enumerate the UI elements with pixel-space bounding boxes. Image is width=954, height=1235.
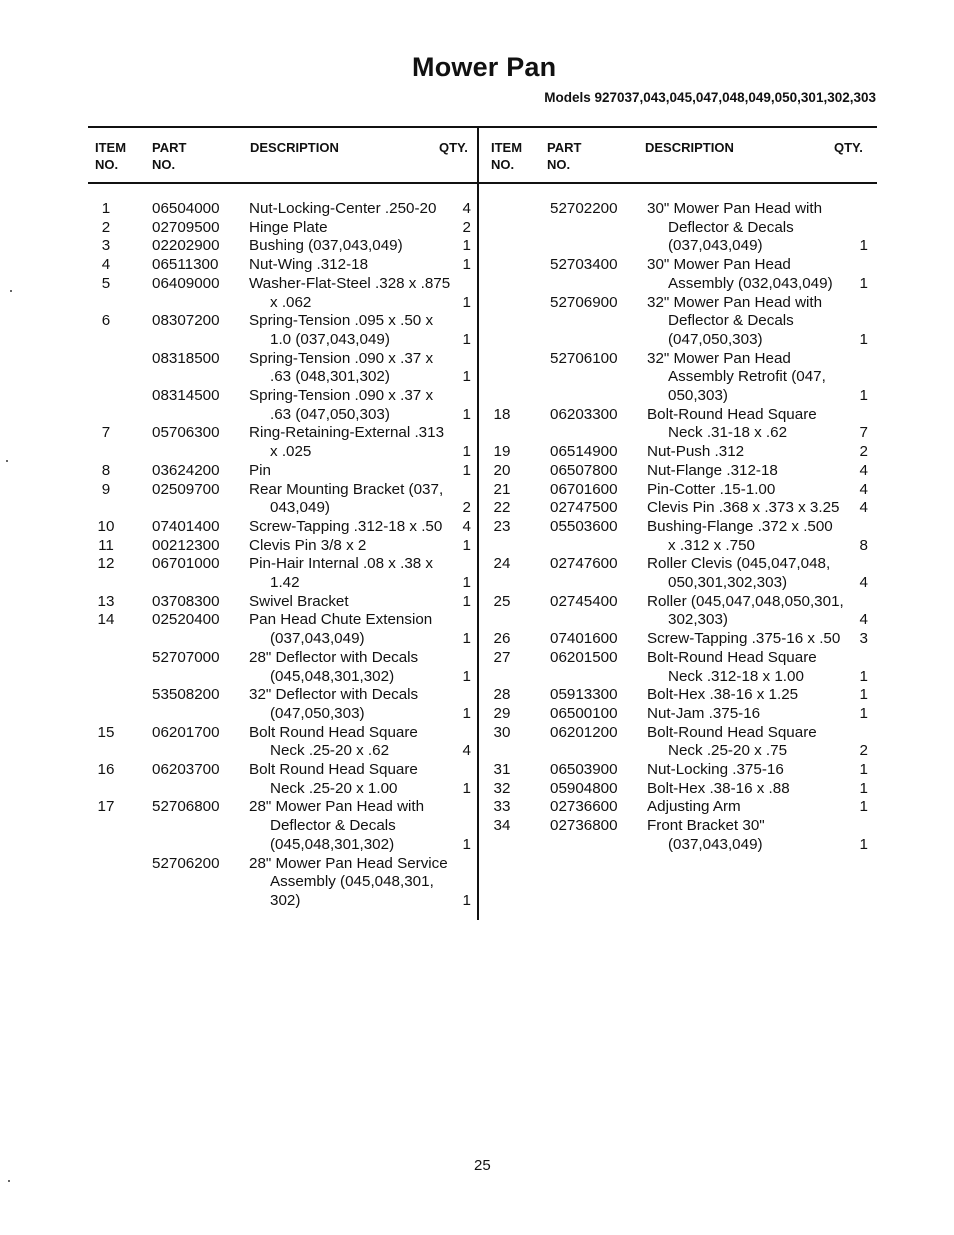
- description: Clevis Pin .368 x .373 x 3.25: [647, 499, 840, 517]
- item-no: 15: [97, 723, 115, 741]
- description: 32" Mower Pan Head: [647, 349, 791, 367]
- description: Neck .25-20 x .75: [668, 742, 788, 760]
- quantity: 1: [462, 443, 471, 461]
- description: (047,050,303): [270, 704, 365, 722]
- description: 28" Mower Pan Head Service: [249, 854, 448, 872]
- description: 28" Mower Pan Head with: [249, 798, 425, 816]
- description: (047,050,303): [668, 330, 763, 348]
- quantity: 1: [462, 293, 471, 311]
- item-no: 23: [493, 517, 511, 535]
- description: x .062: [270, 293, 312, 311]
- table-top-rule: [88, 126, 877, 128]
- quantity: 1: [462, 835, 471, 853]
- description: Front Bracket 30": [647, 817, 765, 835]
- description: 30" Mower Pan Head with: [647, 200, 823, 217]
- item-no: 30: [493, 723, 511, 741]
- column-divider: [477, 128, 479, 920]
- item-no: 2: [101, 218, 111, 236]
- part-no: 03624200: [152, 461, 220, 479]
- quantity: 4: [859, 480, 868, 498]
- description: Bushing-Flange .372 x .500: [647, 517, 833, 535]
- description: Neck .312-18 x 1.00: [668, 667, 804, 685]
- item-no: 8: [101, 461, 111, 479]
- quantity: 1: [462, 368, 471, 386]
- part-no: 02745400: [550, 592, 618, 610]
- quantity: 7: [859, 424, 868, 442]
- quantity: 1: [462, 704, 471, 722]
- header-part-no: [152, 139, 186, 173]
- quantity: 1: [462, 667, 471, 685]
- item-no: 32: [493, 779, 511, 797]
- item-no: 26: [493, 630, 511, 648]
- quantity: 2: [859, 443, 868, 461]
- description: 30" Mower Pan Head: [647, 256, 791, 274]
- description: Pin-Hair Internal .08 x .38 x: [249, 555, 434, 573]
- description: Adjusting Arm: [647, 798, 741, 816]
- description: Washer-Flat-Steel .328 x .875: [249, 274, 451, 292]
- part-no: 06507800: [550, 461, 618, 479]
- header-part-line1: PART: [547, 140, 582, 155]
- item-no: 31: [493, 761, 511, 778]
- description: Screw-Tapping .375-16 x .50: [647, 630, 841, 648]
- header-description-right: DESCRIPTION: [645, 140, 734, 155]
- quantity: 3: [859, 630, 868, 648]
- scan-speck: [6, 460, 8, 462]
- scan-speck: [10, 290, 12, 292]
- description: Assembly (032,043,049): [668, 274, 833, 292]
- part-no: 06409000: [152, 274, 220, 292]
- quantity: 1: [462, 630, 471, 648]
- description: Nut-Push .312: [647, 443, 745, 461]
- part-no: 05706300: [152, 424, 220, 442]
- item-no: 21: [493, 480, 511, 498]
- quantity: 1: [859, 237, 868, 255]
- description: .63 (048,301,302): [270, 368, 390, 386]
- part-no: 03708300: [152, 592, 220, 610]
- part-no: 53508200: [152, 686, 220, 704]
- header-item-line1: ITEM: [95, 140, 127, 155]
- quantity: 1: [462, 237, 471, 255]
- quantity: 1: [859, 330, 868, 348]
- part-no: 08318500: [152, 349, 220, 367]
- description: 1.0 (037,043,049): [270, 330, 390, 348]
- description: 32" Mower Pan Head with: [647, 293, 823, 311]
- quantity: 4: [462, 517, 471, 535]
- description: (037,043,049): [270, 630, 365, 648]
- part-no: 06201500: [550, 648, 618, 666]
- description: Neck .25-20 x .62: [270, 742, 390, 760]
- header-part-line1: PART: [152, 140, 187, 155]
- header-item-no-right: [491, 139, 522, 173]
- part-no: 52706900: [550, 293, 618, 311]
- part-no: 00212300: [152, 536, 220, 554]
- quantity: 1: [859, 667, 868, 685]
- quantity: 1: [859, 798, 868, 816]
- description: Pin-Cotter .15-1.00: [647, 480, 776, 498]
- quantity: 1: [859, 274, 868, 292]
- description: (045,048,301,302): [270, 667, 395, 685]
- description: Bolt-Round Head Square: [647, 648, 817, 666]
- header-description: DESCRIPTION: [250, 140, 339, 155]
- description: Swivel Bracket: [249, 592, 349, 610]
- part-no: 52702200: [550, 200, 618, 217]
- description: Bolt-Round Head Square: [647, 723, 817, 741]
- part-no: 05913300: [550, 686, 618, 704]
- header-part-line2: NO.: [152, 157, 176, 172]
- description: Bolt Round Head Square: [249, 761, 418, 778]
- description: Clevis Pin 3/8 x 2: [249, 536, 367, 554]
- part-no: 06701600: [550, 480, 618, 498]
- description: Spring-Tension .095 x .50 x: [249, 312, 434, 330]
- part-no: 06504000: [152, 200, 220, 217]
- quantity: 4: [859, 574, 868, 591]
- part-no: 02736800: [550, 817, 618, 835]
- item-no: 25: [493, 592, 511, 610]
- part-no: 02747500: [550, 499, 618, 517]
- part-no: 02747600: [550, 555, 618, 573]
- description: Pan Head Chute Extension: [249, 611, 433, 629]
- item-no: 20: [493, 461, 511, 479]
- part-no: 06701000: [152, 555, 220, 573]
- item-no: 19: [493, 443, 511, 461]
- part-no: 06511300: [152, 256, 219, 274]
- item-no: 16: [97, 761, 115, 778]
- quantity: 1: [859, 779, 868, 797]
- item-no: 29: [493, 704, 511, 722]
- item-no: 11: [98, 536, 114, 554]
- description: 32" Deflector with Decals: [249, 686, 419, 704]
- description: Bushing (037,043,049): [249, 237, 403, 255]
- description: Nut-Locking .375-16: [647, 761, 784, 778]
- item-no: 1: [101, 200, 111, 217]
- part-no: 52706200: [152, 854, 220, 872]
- quantity: 1: [859, 686, 868, 704]
- quantity: 2: [462, 218, 471, 236]
- item-no: 10: [97, 517, 115, 535]
- part-no: 08307200: [152, 312, 220, 330]
- quantity: 1: [462, 891, 471, 909]
- part-no: 05904800: [550, 779, 618, 797]
- quantity: 1: [859, 387, 868, 404]
- part-no: 08314500: [152, 387, 220, 404]
- quantity: 1: [462, 536, 471, 554]
- part-no: 02709500: [152, 218, 220, 236]
- description: Nut-Wing .312-18: [249, 256, 369, 274]
- description: (045,048,301,302): [270, 835, 395, 853]
- description: Rear Mounting Bracket (037,: [249, 480, 444, 498]
- header-item-line1: ITEM: [491, 140, 523, 155]
- header-item-line2: NO.: [491, 157, 515, 172]
- item-no: 5: [101, 274, 111, 292]
- description: 302): [270, 891, 301, 909]
- item-no: 13: [97, 592, 115, 610]
- quantity: 1: [859, 761, 868, 778]
- description: Pin: [249, 461, 271, 479]
- part-no: 06201200: [550, 723, 618, 741]
- description: Neck .25-20 x 1.00: [270, 779, 398, 797]
- description: (037,043,049): [668, 237, 763, 255]
- description: 043,049): [270, 499, 330, 517]
- description: Roller (045,047,048,050,301,: [647, 592, 844, 610]
- description: Assembly (045,048,301,: [270, 873, 434, 891]
- item-no: 17: [97, 798, 115, 816]
- part-no: 06503900: [550, 761, 618, 778]
- quantity: 1: [462, 405, 471, 423]
- quantity: 2: [462, 499, 471, 517]
- quantity: 4: [859, 611, 868, 629]
- item-no: 27: [493, 648, 511, 666]
- header-item-no: [95, 139, 126, 173]
- header-qty: QTY.: [439, 140, 468, 155]
- quantity: 4: [859, 499, 868, 517]
- item-no: 24: [493, 555, 511, 573]
- quantity: 1: [462, 330, 471, 348]
- quantity: 1: [462, 574, 471, 591]
- description: x .025: [270, 443, 312, 461]
- part-no: 02520400: [152, 611, 220, 629]
- description: Hinge Plate: [249, 218, 328, 236]
- models-subtitle: Models 927037,043,045,047,048,049,050,301,302,303: [544, 90, 876, 105]
- part-no: 06514900: [550, 443, 618, 461]
- header-part-no-right: [547, 139, 581, 173]
- part-no: 07401400: [152, 517, 220, 535]
- quantity: 1: [859, 704, 868, 722]
- part-no: 52707000: [152, 648, 220, 666]
- quantity: 1: [462, 256, 471, 274]
- header-part-line2: NO.: [547, 157, 571, 172]
- item-no: 14: [97, 611, 115, 629]
- description: Neck .31-18 x .62: [668, 424, 788, 442]
- part-no: 05503600: [550, 517, 618, 535]
- description: Roller Clevis (045,047,048,: [647, 555, 831, 573]
- quantity: 1: [462, 461, 471, 479]
- description: 050,301,302,303): [668, 574, 788, 591]
- part-no: 06203700: [152, 761, 220, 778]
- part-no: 02509700: [152, 480, 220, 498]
- description: Bolt Round Head Square: [249, 723, 418, 741]
- header-qty-right: QTY.: [834, 140, 863, 155]
- description: Spring-Tension .090 x .37 x: [249, 349, 434, 367]
- quantity: 4: [462, 742, 471, 760]
- item-no: 33: [493, 798, 511, 816]
- item-no: 22: [493, 499, 511, 517]
- part-no: 02736600: [550, 798, 618, 816]
- part-no: 07401600: [550, 630, 618, 648]
- quantity: 8: [859, 536, 868, 554]
- description: Bolt-Hex .38-16 x .88: [647, 779, 790, 797]
- description: Deflector & Decals: [668, 218, 794, 236]
- item-no: 9: [101, 480, 111, 498]
- description: Nut-Locking-Center .250-20: [249, 200, 437, 217]
- item-no: 4: [101, 256, 111, 274]
- scan-speck: [8, 1180, 10, 1182]
- part-no: 06500100: [550, 704, 618, 722]
- description: Nut-Jam .375-16: [647, 704, 761, 722]
- part-no: 06203300: [550, 405, 618, 423]
- description: Bolt-Round Head Square: [647, 405, 817, 423]
- item-no: 34: [493, 817, 511, 835]
- description: x .312 x .750: [668, 536, 755, 554]
- item-no: 7: [101, 424, 111, 442]
- quantity: 4: [462, 200, 471, 217]
- description: Nut-Flange .312-18: [647, 461, 778, 479]
- description: Bolt-Hex .38-16 x 1.25: [647, 686, 799, 704]
- quantity: 4: [859, 461, 868, 479]
- description: 050,303): [668, 387, 728, 404]
- description: 28" Deflector with Decals: [249, 648, 419, 666]
- description: Deflector & Decals: [270, 817, 396, 835]
- quantity: 1: [462, 592, 471, 610]
- item-no: 18: [493, 405, 511, 423]
- description: .63 (047,050,303): [270, 405, 390, 423]
- part-no: 02202900: [152, 237, 220, 255]
- part-no: 52703400: [550, 256, 618, 274]
- description: 1.42: [270, 574, 300, 591]
- description: (037,043,049): [668, 835, 763, 853]
- description: Ring-Retaining-External .313: [249, 424, 445, 442]
- page-number: 25: [474, 1157, 491, 1174]
- quantity: 2: [859, 742, 868, 760]
- item-no: 28: [493, 686, 511, 704]
- description: Screw-Tapping .312-18 x .50: [249, 517, 443, 535]
- description: 302,303): [668, 611, 728, 629]
- description: Spring-Tension .090 x .37 x: [249, 387, 434, 404]
- table-header-rule: [88, 182, 877, 184]
- header-item-line2: NO.: [95, 157, 119, 172]
- description: Assembly Retrofit (047,: [668, 368, 826, 386]
- description: Deflector & Decals: [668, 312, 794, 330]
- quantity: 1: [462, 779, 471, 797]
- item-no: 3: [101, 237, 111, 255]
- item-no: 6: [101, 312, 111, 330]
- quantity: 1: [859, 835, 868, 853]
- part-no: 52706100: [550, 349, 618, 367]
- part-no: 52706800: [152, 798, 220, 816]
- part-no: 06201700: [152, 723, 220, 741]
- page-title: Mower Pan: [412, 52, 557, 82]
- item-no: 12: [97, 555, 115, 573]
